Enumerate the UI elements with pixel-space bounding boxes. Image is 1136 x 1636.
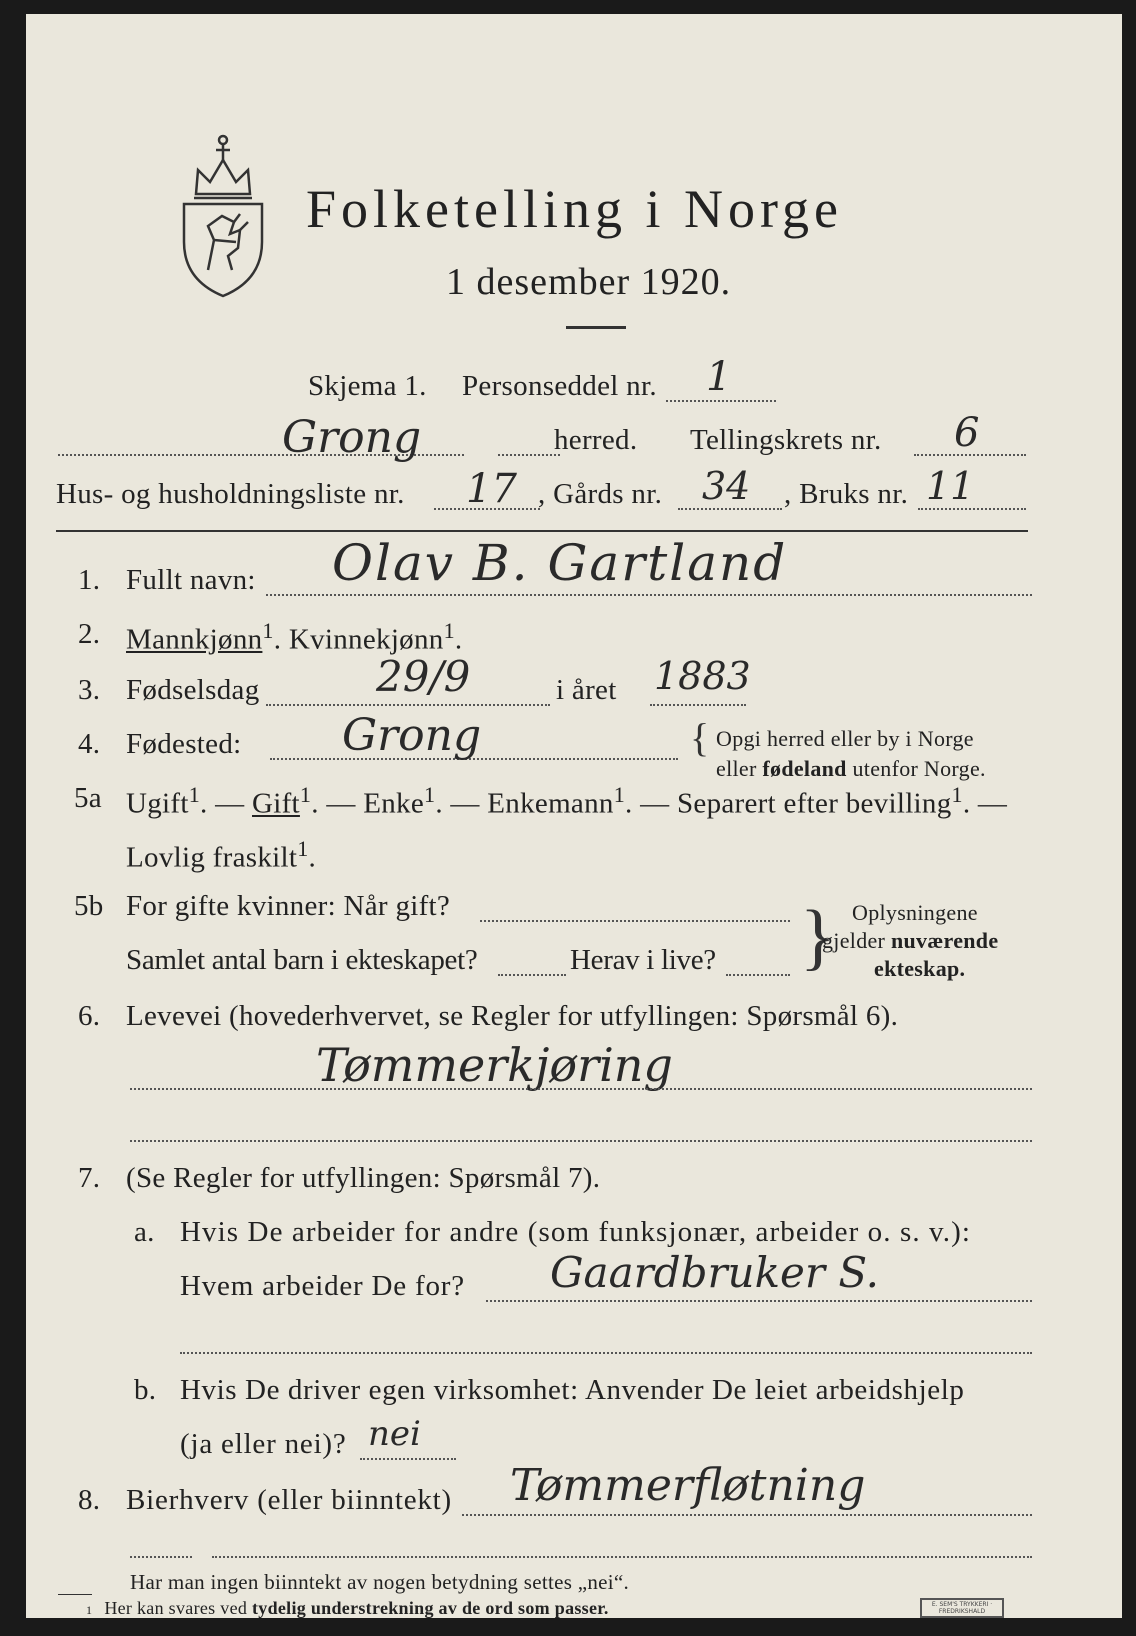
q3-year-label: i året	[556, 674, 617, 706]
q5b-brace: }	[800, 896, 836, 978]
q5a-separert-option[interactable]: Separert efter bevilling	[676, 787, 952, 820]
q3-day-line	[266, 704, 550, 706]
q5a-options-2: Lovlig fraskilt$^1$.	[126, 836, 317, 874]
q7a-letter: a.	[134, 1216, 155, 1248]
q5b-line-3	[726, 974, 790, 976]
q7a-line-2	[180, 1352, 1032, 1354]
q6-line-2	[130, 1140, 1032, 1142]
q2-options: Mannkjønn$^1$. Kvinnekjønn$^1$.	[126, 618, 463, 656]
q5a-number: 5a	[74, 782, 102, 814]
q4-value[interactable]: Grong	[342, 710, 482, 761]
footnote: 1 Her kan svares ved tydelig understrekning av de ord som passer.	[86, 1598, 609, 1618]
q8-label: Bierhverv (eller biinntekt)	[126, 1484, 452, 1516]
q5b-line-1	[480, 920, 790, 922]
tellingskrets-label: Tellingskrets nr.	[690, 424, 882, 456]
q5a-gift-option[interactable]: Gift	[252, 787, 300, 820]
gards-value[interactable]: 34	[702, 464, 751, 508]
title-divider	[566, 326, 626, 329]
q5a-enke-option[interactable]: Enke	[363, 787, 424, 820]
q4-number: 4.	[78, 728, 101, 760]
coat-of-arms-icon	[178, 130, 268, 298]
q1-number: 1.	[78, 564, 101, 596]
herred-value[interactable]: Grong	[282, 412, 422, 463]
footnote-divider	[58, 1594, 92, 1595]
q7b-value[interactable]: nei	[368, 1414, 421, 1454]
q5b-label-3: Herav i live?	[570, 944, 716, 976]
q5b-label-2: Samlet antal barn i ekteskapet?	[126, 944, 478, 976]
q7-label: (Se Regler for utfyllingen: Spørsmål 7).	[126, 1162, 601, 1194]
skjema-label: Skjema 1.	[308, 370, 427, 402]
q2-number: 2.	[78, 618, 101, 650]
q8-line-2b	[212, 1556, 1032, 1558]
q8-line-2a	[130, 1556, 192, 1558]
q6-line-1	[130, 1088, 1032, 1090]
census-date: 1 desember 1920.	[446, 261, 732, 303]
q4-brace: {	[690, 715, 710, 760]
q7a-line	[486, 1300, 1032, 1302]
q5b-label-1: For gifte kvinner: Når gift?	[126, 890, 451, 922]
printer-stamp: E. SEM'S TRYKKERI · FREDRIKSHALD	[920, 1598, 1004, 1618]
q5b-note-2: gjelder nuværende	[822, 928, 999, 953]
form-title: Folketelling i Norge	[306, 179, 843, 239]
q5b-note-3: ekteskap.	[874, 956, 966, 981]
tellingskrets-value[interactable]: 6	[954, 410, 980, 456]
q5a-options: Ugift$^1$. — Gift$^1$. — Enke$^1$. — Enkemann$^1$. — Separert efter bevilling$^1$. —	[126, 782, 1008, 820]
q6-number: 6.	[78, 1000, 101, 1032]
q3-year-line	[650, 704, 746, 706]
herred-line-2	[498, 454, 560, 456]
biinntekt-note: Har man ingen biinntekt av nogen betydning settes „nei“.	[130, 1570, 630, 1594]
q7b-letter: b.	[134, 1374, 157, 1406]
q5b-number: 5b	[74, 890, 104, 922]
q4-label: Fødested:	[126, 728, 242, 760]
q8-value[interactable]: Tømmerfløtning	[510, 1460, 866, 1511]
hus-label: Hus- og husholdningsliste nr.	[56, 478, 405, 510]
q7-number: 7.	[78, 1162, 101, 1194]
personseddel-label: Personseddel nr.	[462, 370, 657, 402]
q7b-line	[360, 1458, 456, 1460]
q5a-enkemann-option[interactable]: Enkemann	[487, 787, 614, 820]
q1-line	[266, 594, 1032, 596]
q5b-note-1: Oplysningene	[852, 900, 978, 925]
q7a-label: Hvis De arbeider for andre (som funksjonær, arbeider o. s. v.):	[180, 1216, 972, 1248]
personseddel-line	[666, 400, 776, 402]
q3-label: Fødselsdag	[126, 674, 260, 706]
q6-label: Levevei (hovederhvervet, se Regler for utfyllingen: Spørsmål 6).	[126, 1000, 899, 1032]
q8-number: 8.	[78, 1484, 101, 1516]
personseddel-value[interactable]: 1	[706, 354, 732, 400]
q3-number: 3.	[78, 674, 101, 706]
q1-value[interactable]: Olav B. Gartland	[332, 534, 788, 592]
q2-female-option[interactable]: Kvinnekjønn	[288, 623, 444, 656]
q8-line	[462, 1514, 1032, 1516]
q5b-line-2	[498, 974, 566, 976]
herred-label: herred.	[554, 424, 638, 456]
bruks-label: , Bruks nr.	[784, 478, 909, 510]
hus-value[interactable]: 17	[466, 466, 517, 512]
header-divider	[56, 530, 1028, 532]
q6-value[interactable]: Tømmerkjøring	[316, 1038, 673, 1092]
q5a-ugift-option[interactable]: Ugift	[126, 787, 189, 820]
bruks-line	[918, 508, 1026, 510]
gards-line	[678, 508, 782, 510]
q3-year-value[interactable]: 1883	[654, 654, 751, 698]
bruks-value[interactable]: 11	[926, 464, 975, 508]
census-form	[26, 14, 1122, 1618]
q1-label: Fullt navn:	[126, 564, 256, 596]
q7a-question: Hvem arbeider De for?	[180, 1270, 465, 1302]
gards-label: , Gårds nr.	[538, 478, 663, 510]
q4-note-2: eller fødeland utenfor Norge.	[716, 756, 986, 781]
q4-note-1: Opgi herred eller by i Norge	[716, 726, 974, 751]
q5a-lovlig-option[interactable]: Lovlig fraskilt	[126, 841, 298, 874]
q7a-value[interactable]: Gaardbruker S.	[550, 1248, 879, 1297]
q7b-label: Hvis De driver egen virksomhet: Anvender De leiet arbeidshjelp	[180, 1374, 965, 1406]
q2-male-option[interactable]: Mannkjønn	[126, 623, 263, 656]
q7b-question: (ja eller nei)?	[180, 1428, 347, 1460]
q3-day-value[interactable]: 29/9	[376, 652, 471, 701]
